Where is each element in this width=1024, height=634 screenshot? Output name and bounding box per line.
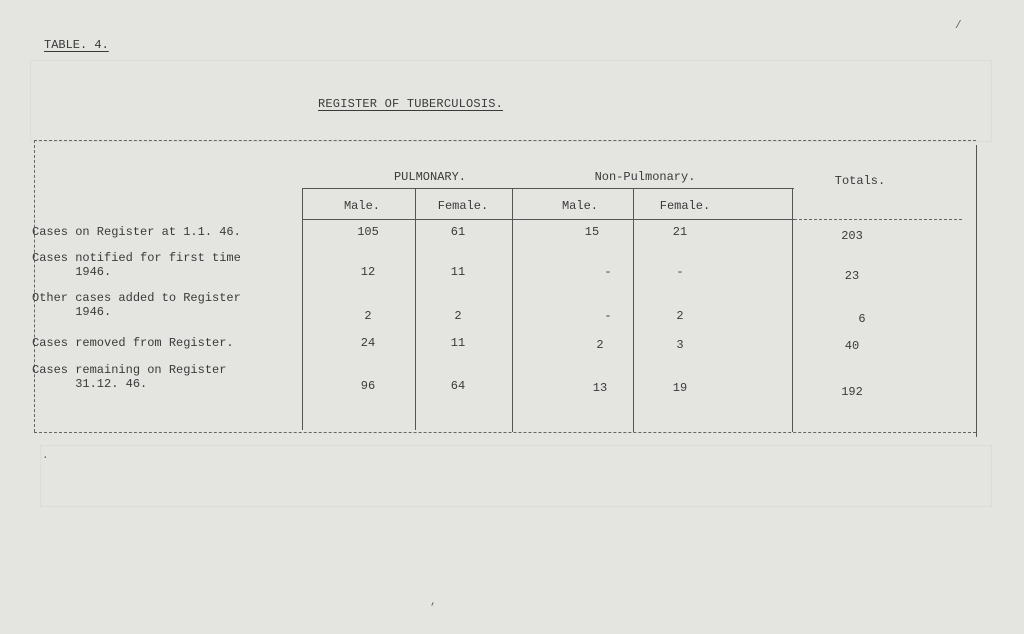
- cell-non-female: 2: [676, 309, 684, 323]
- cell-pul-male: 24: [360, 336, 376, 350]
- subheader-rule: [302, 219, 794, 220]
- cell-total: 40: [844, 339, 860, 353]
- cell-non-female: 21: [672, 225, 688, 239]
- cell-pul-male: 12: [360, 265, 376, 279]
- header-non-pulmonary: Non-Pulmonary.: [594, 170, 696, 184]
- row-label: Cases notified for first time 1946.: [32, 251, 241, 279]
- table-top-border: [34, 140, 976, 141]
- cell-non-male: -: [604, 309, 612, 323]
- register-title: REGISTER OF TUBERCULOSIS.: [318, 97, 504, 111]
- show-through-grid-lower: [40, 445, 992, 507]
- col-divider-5: [792, 188, 793, 432]
- cell-pul-female: 2: [454, 309, 462, 323]
- table-right-border: [976, 145, 977, 437]
- cell-total: 23: [844, 269, 860, 283]
- show-through-grid: [30, 60, 992, 142]
- cell-total: 192: [841, 385, 863, 399]
- col-divider-3: [512, 188, 513, 432]
- cell-non-male: 13: [592, 381, 608, 395]
- cell-pul-male: 96: [360, 379, 376, 393]
- cell-pul-female: 11: [450, 265, 466, 279]
- cell-non-female: 19: [672, 381, 688, 395]
- cell-pul-female: 61: [450, 225, 466, 239]
- cell-non-male: -: [604, 265, 612, 279]
- header-totals: Totals.: [834, 174, 886, 188]
- row-label: Cases removed from Register.: [32, 336, 234, 350]
- cell-total: 203: [841, 229, 863, 243]
- table-label: TABLE. 4.: [44, 38, 109, 52]
- row-label: Cases on Register at 1.1. 46.: [32, 225, 241, 239]
- cell-pul-male: 105: [357, 225, 379, 239]
- row-label: Other cases added to Register 1946.: [32, 291, 241, 319]
- cell-total: 6: [858, 312, 866, 326]
- margin-dot: .: [42, 450, 49, 462]
- cell-pul-male: 2: [364, 309, 372, 323]
- corner-mark: /: [955, 20, 962, 32]
- cell-non-male: 2: [596, 338, 604, 352]
- cell-pul-female: 64: [450, 379, 466, 393]
- margin-dot: ,: [430, 596, 437, 608]
- cell-non-female: -: [676, 265, 684, 279]
- cell-pul-female: 11: [450, 336, 466, 350]
- cell-non-male: 15: [584, 225, 600, 239]
- header-non-female: Female.: [659, 199, 711, 213]
- header-pul-male: Male.: [343, 199, 380, 213]
- col-divider-2: [415, 188, 416, 430]
- row-label: Cases remaining on Register 31.12. 46.: [32, 363, 227, 391]
- header-pul-female: Female.: [437, 199, 489, 213]
- header-non-male: Male.: [561, 199, 598, 213]
- col-divider-1: [302, 188, 303, 430]
- header-pulmonary: PULMONARY.: [393, 170, 466, 184]
- cell-non-female: 3: [676, 338, 684, 352]
- group-header-rule: [302, 188, 794, 189]
- table-bottom-border: [34, 432, 976, 433]
- totals-rule: [794, 219, 962, 220]
